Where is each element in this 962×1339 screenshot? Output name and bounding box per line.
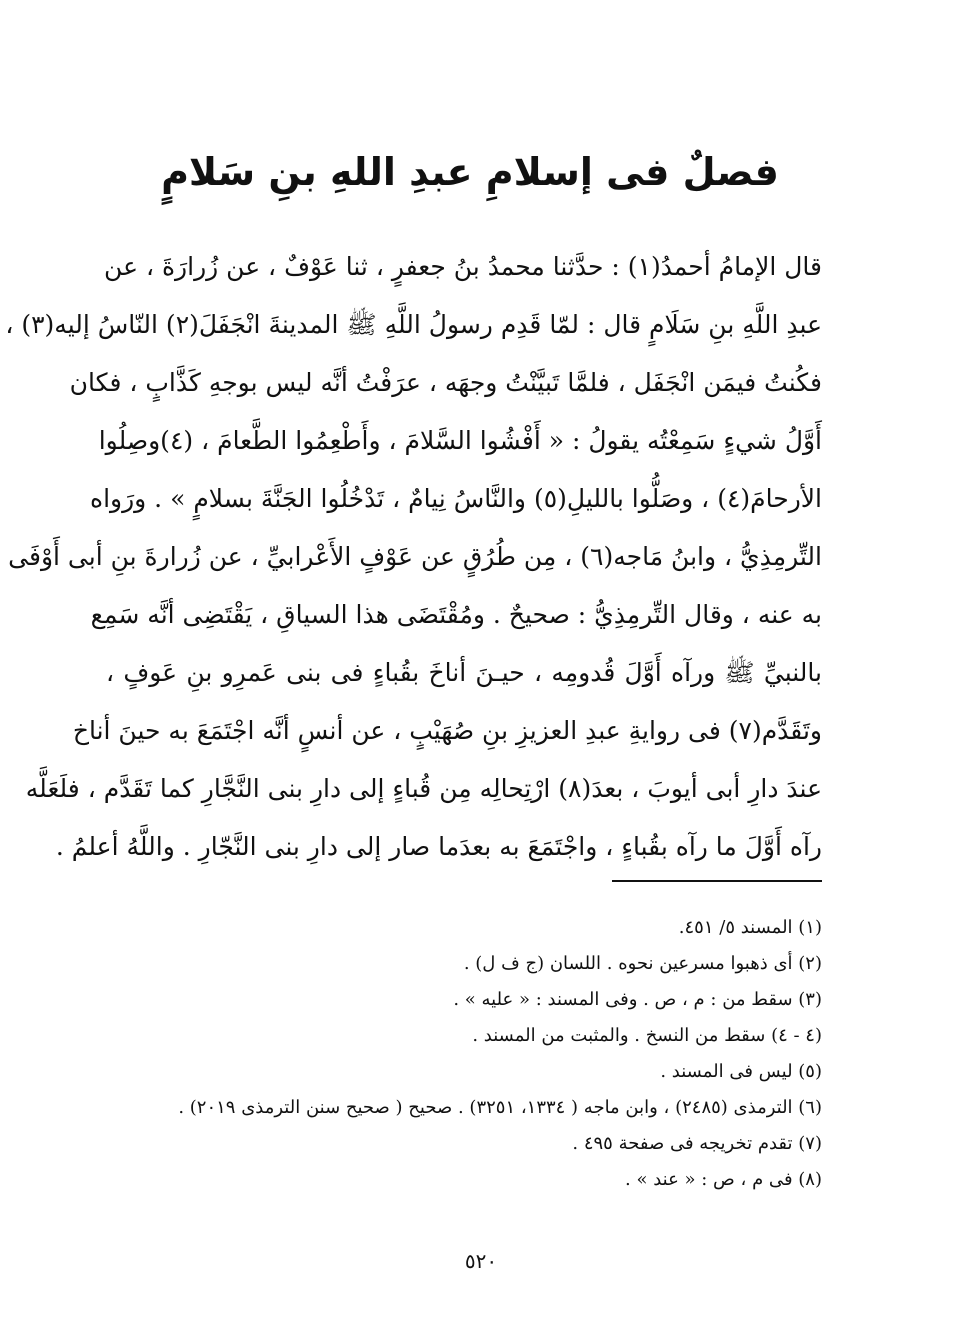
main-text	[5, 238, 822, 876]
text-line: عبدِ اللَّهِ بنِ سَلَامٍ قال : لمّا قَدِم رسولُ اللَّهِ ﷺ المدينةَ انْجَفَلَ(٢) النّاسُ إليه(٣) ،	[5, 310, 822, 339]
text-line: أَوَّلُ شيءٍ سَمِعْتُه يقولُ : « أَفْشُوا السَّلامَ ، وأَطْعِمُوا الطَّعامَ ، (٤)وصِلُوا	[98, 426, 822, 455]
footnote: (٢) أى ذهبوا مسرعين نحوه . اللسان (ج ف ل) .	[463, 953, 822, 974]
footnote: (٧) تقدم تخريجه فى صفحة ٤٩٥ .	[572, 1133, 822, 1154]
text-line: رآه أَوَّلَ ما رآه بقُباءٍ ، واجْتَمَعَ به بعدَما صار إلى دارِ بنى النَّجّارِ . واللَّهُ أعلمُ .	[55, 832, 822, 861]
chapter-title: فصلٌ فى إسلامِ عبدِ اللهِ بنِ سَلامٍ	[161, 150, 779, 194]
footnote: (٥) ليس فى المسند .	[660, 1061, 822, 1082]
footnote-divider	[612, 880, 822, 882]
text-line: الأرحامَ(٤) ، وصَلُّوا بالليلِ(٥) والنَّاسُ نِيامٌ ، تَدْخُلُوا الجَنَّةَ بسلامٍ » . ورَواه	[89, 484, 822, 513]
footnotes	[106, 910, 822, 1198]
footnote: (٤ - ٤) سقط من النسخ . والمثبت من المسند .	[472, 1025, 822, 1046]
footnote: (١) المسند ٥/ ٤٥١.	[678, 917, 822, 938]
page-number: ٥٢٠	[464, 1249, 498, 1273]
footnote: (٣) سقط من : م ، ص . وفى المسند : « عليه » .	[453, 989, 822, 1010]
text-line: التِّرمِذِيُّ ، وابنُ مَاجه(٦) ، مِن طُرُقٍ عن عَوْفٍ الأَعْرابيِّ ، عن زُرارةَ بنِ أبى أَوْفَى	[8, 542, 822, 571]
footnote: (٦) الترمذى (٢٤٨٥) ، وابن ماجه ( ١٣٣٤، ٣٢٥١) . صحيح ( صحيح سنن الترمذى ٢٠١٩) .	[178, 1097, 822, 1118]
text-line: به عنه ، وقال التِّرمِذِيُّ : صحيحٌ . ومُقْتَضَى هذا السياقِ ، يَقْتَضِى أنَّه سَمِع	[90, 600, 822, 629]
text-line: وتَقَدَّم(٧) فى روايةِ عبدِ العزيزِ بنِ صُهَيْبٍ ، عن أنسٍ أنَّه اجْتَمَعَ به حينَ أناخ	[72, 716, 822, 745]
text-line: قال الإمامُ أحمدُ(١) : حدَّثنا محمدُ بنُ جعفرٍ ، ثنا عَوْفٌ ، عن زُرارَةَ ، عن	[104, 252, 822, 281]
text-line: بالنبيِّ ﷺ ورآه أَوَّلَ قُدومِه ، حيـنَ أناخَ بقُباءٍ فى بنى عَمرِو بنِ عَوفٍ ،	[106, 658, 822, 687]
text-line: فكُنتُ فيمَن انْجَفَل ، فلمَّا تَبيَّنْتُ وجهَه ، عرَفْتُ أنَّه ليس بوجهِ كَذَّابٍ ، فكان	[69, 368, 822, 397]
footnote: (٨) فى م ، ص : « عند » .	[625, 1169, 822, 1190]
text-line: عندَ دارِ أبى أيوبَ ، بعدَ(٨) ارْتِحالِه مِن قُباءٍ إلى دارِ بنى النَّجَّارِ كما تَقَدَّم ، فلَعَلَّه	[25, 774, 822, 803]
